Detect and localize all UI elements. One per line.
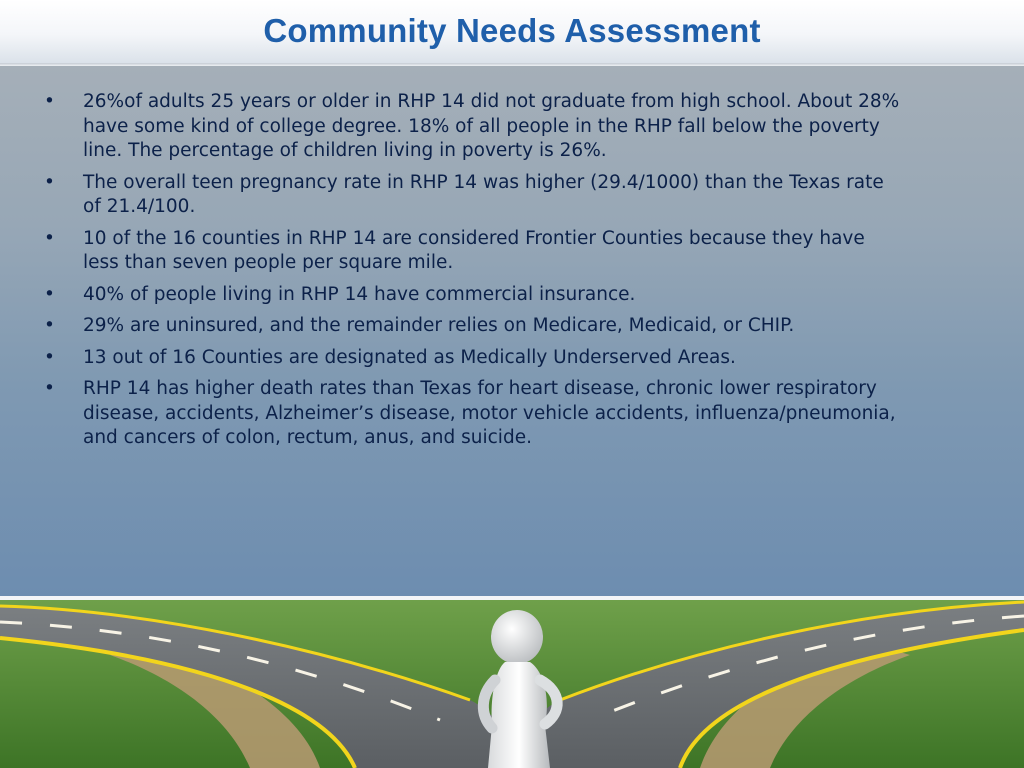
- bullet-icon: •: [44, 346, 55, 368]
- bullet-text: 10 of the 16 counties in RHP 14 are considered Frontier Counties because they have less than seven people per square mile.: [83, 227, 865, 273]
- bullet-icon: •: [44, 171, 55, 193]
- bullet-list: [44, 90, 904, 458]
- bullet-icon: •: [44, 227, 55, 249]
- bullet-text: RHP 14 has higher death rates than Texas for heart disease, chronic lower respiratory disease, accidents, Alzheimer’s disease, motor vehicle accidents, influenza/pneumonia, and cancers of colon, rectum, anus, and suicide.: [83, 378, 896, 448]
- bullet-text: 40% of people living in RHP 14 have commercial insurance.: [83, 283, 636, 305]
- crossroads-figure-image: [0, 600, 1024, 768]
- content-area: [0, 66, 1024, 596]
- bullet-text: The overall teen pregnancy rate in RHP 14 was higher (29.4/1000) than the Texas rate of 21.4/100.: [83, 171, 884, 217]
- bullet-icon: •: [44, 91, 55, 112]
- bullet-icon: •: [44, 315, 55, 336]
- bullet-text: 26%of adults 25 years or older in RHP 14 did not graduate from high school. About 28% have some kind of college degree. 18% of all people in the RHP fall below the poverty line. The percentage of children living in poverty is 26%.: [83, 91, 900, 161]
- title-bar: [0, 0, 1024, 63]
- bullet-icon: •: [44, 283, 55, 305]
- slide-title: Community Needs Assessment: [263, 12, 761, 49]
- bullet-item: [44, 90, 904, 164]
- bullet-item: [44, 227, 904, 276]
- bullet-item: [44, 314, 904, 339]
- bullet-item: [44, 377, 904, 451]
- bullet-text: 13 out of 16 Counties are designated as Medically Underserved Areas.: [83, 346, 736, 368]
- bullet-item: [44, 283, 904, 308]
- bullet-item: [44, 346, 904, 371]
- bullet-item: [44, 171, 904, 220]
- bullet-text: 29% are uninsured, and the remainder relies on Medicare, Medicaid, or CHIP.: [83, 315, 795, 336]
- bullet-icon: •: [44, 378, 55, 399]
